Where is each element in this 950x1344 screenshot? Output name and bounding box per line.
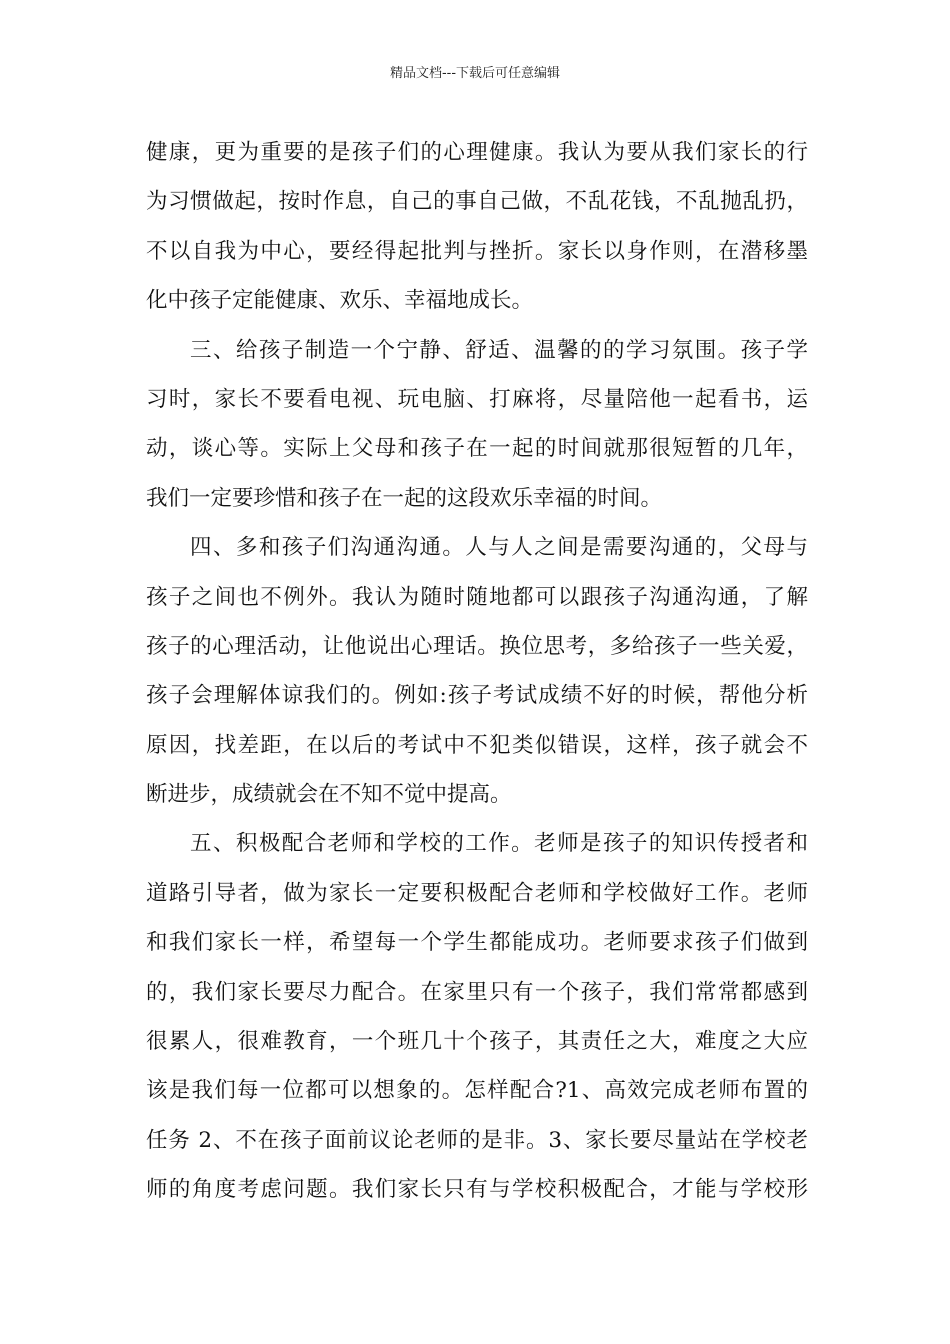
text-line: 该是我们每一位都可以想象的。怎样配合?1、高效完成老师布置的: [146, 1078, 808, 1104]
text-line: 我们一定要珍惜和孩子在一起的这段欢乐幸福的时间。: [146, 485, 663, 511]
page-header: 精品文档---下载后可任意编辑: [389, 66, 561, 81]
text-line: 道路引导者，做为家长一定要积极配合老师和学校做好工作。老师: [146, 880, 808, 906]
paragraph-3-heading-line: 三、给孩子制造一个宁静、舒适、温馨的的学习氛围。孩子学: [190, 337, 808, 363]
text-line: 断进步，成绩就会在不知不觉中提高。: [146, 782, 512, 808]
text-line: 原因，找差距，在以后的考试中不犯类似错误，这样，孩子就会不: [146, 732, 808, 758]
paragraph-4-heading-line: 四、多和孩子们沟通沟通。人与人之间是需要沟通的，父母与: [190, 535, 808, 561]
text-line: 师的角度考虑问题。我们家长只有与学校积极配合，才能与学校形: [146, 1177, 808, 1203]
text-line: 健康，更为重要的是孩子们的心理健康。我认为要从我们家长的行: [146, 140, 808, 165]
text-line: 的，我们家长要尽力配合。在家里只有一个孩子，我们常常都感到: [146, 979, 808, 1005]
text-line: 孩子会理解体谅我们的。例如:孩子考试成绩不好的时候，帮他分析: [146, 683, 808, 709]
document-body: [146, 128, 808, 1215]
paragraph-5-heading-line: 五、积极配合老师和学校的工作。老师是孩子的知识传授者和: [190, 831, 808, 857]
text-line: 和我们家长一样，希望每一个学生都能成功。老师要求孩子们做到: [146, 930, 808, 956]
text-line: 很累人，很难教育，一个班几十个孩子，其责任之大，难度之大应: [146, 1029, 808, 1055]
text-line: 动，谈心等。实际上父母和孩子在一起的时间就那很短暂的几年，: [146, 436, 808, 462]
text-line: 习时，家长不要看电视、玩电脑、打麻将，尽量陪他一起看书，运: [146, 386, 808, 412]
text-line: 孩子之间也不例外。我认为随时随地都可以跟孩子沟通沟通，了解: [146, 584, 808, 610]
text-line: 任务 2、不在孩子面前议论老师的是非。3、家长要尽量站在学校老: [146, 1127, 808, 1153]
text-line: 孩子的心理活动，让他说出心理话。换位思考，多给孩子一些关爱，: [146, 633, 808, 659]
text-line: 化中孩子定能健康、欢乐、幸福地成长。: [146, 288, 534, 314]
text-line: 为习惯做起，按时作息，自己的事自己做，不乱花钱，不乱抛乱扔，: [146, 189, 808, 215]
text-line: 不以自我为中心，要经得起批判与挫折。家长以身作则，在潜移墨: [146, 238, 808, 264]
